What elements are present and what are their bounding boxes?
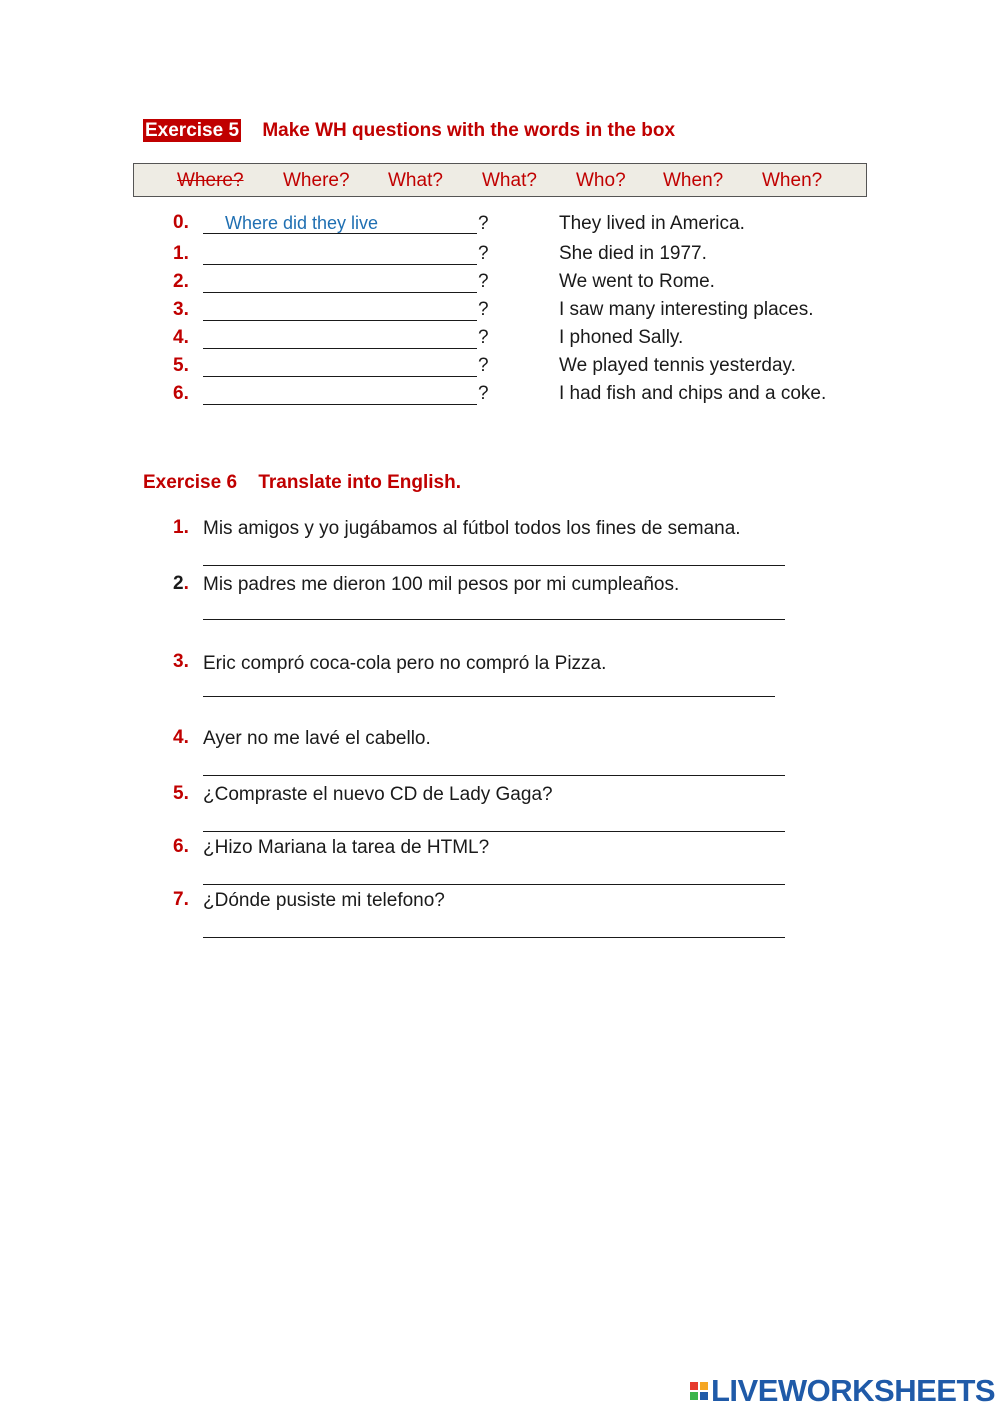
question-input[interactable] — [205, 298, 475, 320]
translation-input[interactable] — [205, 862, 783, 884]
response-sentence: I saw many interesting places. — [559, 299, 814, 320]
translate-number: 5. — [173, 783, 189, 804]
response-sentence: She died in 1977. — [559, 243, 707, 264]
answer-line — [203, 264, 477, 265]
translation-input[interactable] — [205, 543, 783, 565]
question-mark: ? — [478, 355, 489, 376]
spanish-sentence: Mis amigos y yo jugábamos al fútbol todos los fines de semana. — [203, 518, 741, 539]
spanish-sentence: Eric compró coca-cola pero no compró la Pizza. — [203, 653, 607, 674]
translate-number: 4. — [173, 727, 189, 748]
spanish-sentence: Ayer no me lavé el cabello. — [203, 728, 431, 749]
logo-grid-cell — [700, 1382, 708, 1390]
question-input[interactable] — [205, 382, 475, 404]
exercise-5-title — [143, 120, 675, 142]
response-sentence: I had fish and chips and a coke. — [559, 383, 827, 404]
answer-line — [203, 292, 477, 293]
answer-line — [203, 376, 477, 377]
question-mark: ? — [478, 213, 489, 234]
translate-number: 3. — [173, 651, 189, 672]
question-mark: ? — [478, 243, 489, 264]
spanish-sentence: Mis padres me dieron 100 mil pesos por mi cumpleaños. — [203, 574, 680, 595]
question-mark: ? — [478, 271, 489, 292]
question-number: 6. — [173, 383, 189, 404]
translation-line — [203, 884, 785, 885]
question-number: 2. — [173, 271, 189, 292]
translate-number: 7. — [173, 889, 189, 910]
response-sentence: I phoned Sally. — [559, 327, 684, 348]
question-number: 5. — [173, 355, 189, 376]
question-mark: ? — [478, 327, 489, 348]
translate-number-dot: . — [183, 573, 189, 594]
spanish-sentence: ¿Dónde pusiste mi telefono? — [203, 890, 445, 911]
question-number: 3. — [173, 299, 189, 320]
logo-grid-cell — [690, 1392, 698, 1400]
response-sentence: We went to Rome. — [559, 271, 715, 292]
translate-number: 6. — [173, 836, 189, 857]
translation-input[interactable] — [205, 915, 783, 937]
spanish-sentence: ¿Compraste el nuevo CD de Lady Gaga? — [203, 784, 553, 805]
answer-line — [203, 348, 477, 349]
question-input[interactable] — [205, 354, 475, 376]
exercise-6-label: Exercise 6 — [143, 472, 238, 493]
word-box-item: What? — [482, 170, 537, 191]
translate-number: 1. — [173, 517, 189, 538]
question-number: 0. — [173, 212, 189, 233]
question-number: 4. — [173, 327, 189, 348]
question-input[interactable] — [205, 326, 475, 348]
translation-line — [203, 696, 775, 697]
translation-line — [203, 565, 785, 566]
word-box — [133, 163, 867, 197]
word-box-item: When? — [663, 170, 724, 191]
answer-line — [203, 404, 477, 405]
word-box-item: Who? — [576, 170, 626, 191]
translate-number — [173, 573, 189, 595]
example-answer: Where did they live — [225, 213, 379, 233]
exercise-5-instruction: Make WH questions with the words in the box — [262, 120, 676, 141]
word-box-item: When? — [762, 170, 823, 191]
question-input[interactable] — [205, 270, 475, 292]
response-sentence: We played tennis yesterday. — [559, 355, 796, 376]
word-box-item: Where? — [283, 170, 350, 191]
logo-grid-cell — [690, 1382, 698, 1390]
translation-line — [203, 937, 785, 938]
answer-line — [203, 320, 477, 321]
translation-line — [203, 619, 785, 620]
answer-line — [203, 233, 477, 234]
translation-input[interactable] — [205, 809, 783, 831]
exercise-5-label: Exercise 5 — [145, 120, 240, 141]
translation-input[interactable] — [205, 674, 773, 696]
question-number: 1. — [173, 243, 189, 264]
word-box-item: What? — [388, 170, 443, 191]
question-input[interactable] — [205, 242, 475, 264]
logo-text: LIVEWORKSHEETS — [711, 1373, 996, 1408]
translate-number-digit: 2 — [173, 573, 184, 594]
exercise-6-instruction: Translate into English. — [258, 472, 462, 493]
word-box-item: Where? — [177, 170, 244, 191]
question-mark: ? — [478, 383, 489, 404]
logo-grid-icon — [690, 1382, 708, 1400]
spanish-sentence: ¿Hizo Mariana la tarea de HTML? — [203, 837, 490, 858]
response-sentence: They lived in America. — [559, 213, 745, 234]
translation-input[interactable] — [205, 597, 783, 619]
translation-line — [203, 831, 785, 832]
liveworksheets-logo — [690, 1373, 995, 1409]
question-mark: ? — [478, 299, 489, 320]
exercise-6-title — [143, 472, 461, 494]
translation-input[interactable] — [205, 753, 783, 775]
translation-line — [203, 775, 785, 776]
logo-grid-cell — [700, 1392, 708, 1400]
